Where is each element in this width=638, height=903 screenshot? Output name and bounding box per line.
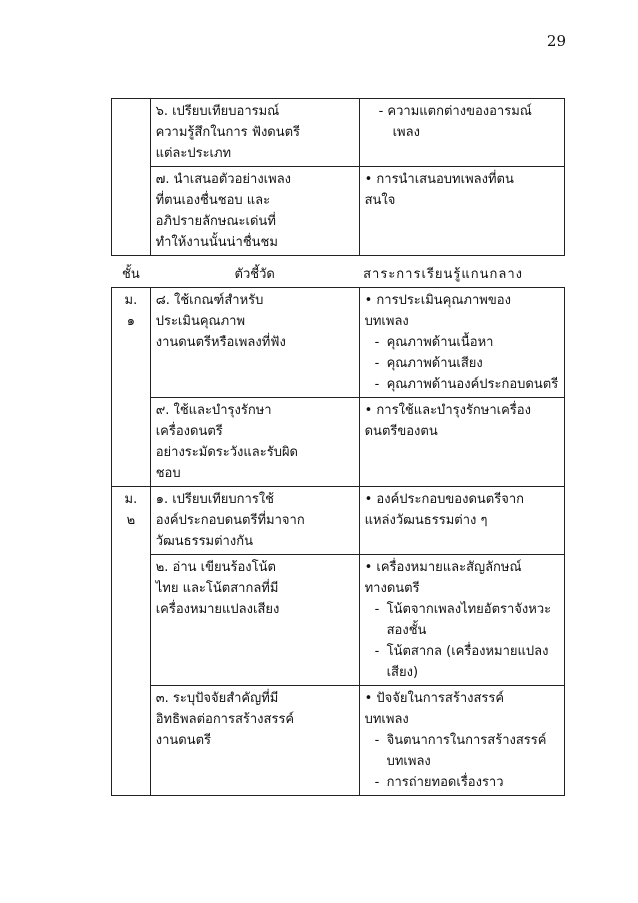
table-row — [112, 686, 565, 796]
table-row — [112, 99, 565, 167]
core-sub-text: การถ่ายทอดเรื่องราว — [386, 775, 504, 790]
core-sub-item: - คุณภาพด้านองค์ประกอบดนตรี — [374, 377, 559, 392]
table-row — [112, 288, 565, 398]
indicator-text: ๒. อ่าน เขียนร้องโน้ต ไทย และโน้ตสากลที่มี เครื่องหมายแปลงเสียง — [155, 560, 280, 617]
grade-label: ม. ๑ — [124, 293, 138, 329]
core-sub-item: - โน้ตสากล (เครื่องหมายแปลงเสียง) — [374, 644, 549, 680]
indicator-text: ๓. ระบุปัจจัยสำคัญที่มี อิทธิพลต่อการสร้างสรรค์ งานดนตรี — [155, 691, 295, 748]
indicator-table — [111, 262, 565, 796]
grade-cell — [112, 288, 151, 487]
core-sub-item: - การถ่ายทอดเรื่องราว — [374, 775, 504, 790]
header-indicator: ตัวชี้วัด — [150, 262, 359, 288]
grade-cell — [112, 487, 151, 796]
page-number: 29 — [546, 32, 566, 50]
indicator-cell — [150, 686, 359, 796]
indicator-cell — [150, 487, 359, 555]
indicator-cell — [150, 555, 359, 686]
indicator-text: ๘. ใช้เกณฑ์สำหรับ ประเมินคุณภาพ งานดนตรีหรือเพลงที่ฟัง — [155, 293, 286, 350]
indicator-cell — [150, 167, 359, 256]
header-core-content: สาระการเรียนรู้แกนกลาง — [359, 262, 564, 288]
core-bullet-text: • ปัจจัยในการสร้างสรรค์ บทเพลง — [364, 691, 505, 727]
core-sub-item: - ความแตกต่างของอารมณ์เพลง — [378, 104, 532, 140]
table-row — [112, 487, 565, 555]
header-row — [112, 262, 565, 288]
indicator-cell — [150, 288, 359, 398]
indicator-text: ๑. เปรียบเทียบการใช้ องค์ประกอบดนตรีที่มาจาก วัฒนธรรมต่างกัน — [155, 492, 305, 549]
indicator-cell — [150, 99, 359, 167]
continued-table — [111, 98, 565, 256]
table-row — [112, 398, 565, 487]
core-content-cell — [359, 487, 564, 555]
core-sub-text: โน้ตจากเพลงไทยอัตราจังหวะสองชั้น — [386, 602, 552, 638]
core-content-cell — [359, 398, 564, 487]
core-bullet-text: • การประเมินคุณภาพของ บทเพลง — [364, 293, 511, 329]
core-content-cell — [359, 686, 564, 796]
core-content-cell — [359, 99, 564, 167]
core-sub-item: - โน้ตจากเพลงไทยอัตราจังหวะสองชั้น — [374, 602, 552, 638]
core-bullet-text: • เครื่องหมายและสัญลักษณ์ ทางดนตรี — [364, 560, 522, 596]
indicator-cell — [150, 398, 359, 487]
core-sub-text: โน้ตสากล (เครื่องหมายแปลงเสียง) — [386, 644, 549, 680]
core-sub-text: คุณภาพด้านเสียง — [386, 356, 483, 371]
grade-cell-empty — [112, 99, 151, 256]
core-content-cell — [359, 167, 564, 256]
core-sub-text: คุณภาพด้านองค์ประกอบดนตรี — [386, 377, 559, 392]
table-row — [112, 555, 565, 686]
core-content-cell — [359, 288, 564, 398]
table-row — [112, 167, 565, 256]
indicator-text: ๙. ใช้และบำรุงรักษา เครื่องดนตรี อย่างระมัดระวังและรับผิด ชอบ — [155, 403, 299, 481]
core-sub-text: คุณภาพด้านเนื้อหา — [386, 335, 494, 350]
core-sub-text: จินตนาการในการสร้างสรรค์บทเพลง — [386, 733, 547, 769]
core-bullet-text: • การใช้และบำรุงรักษาเครื่อง ดนตรีของตน — [364, 403, 531, 439]
header-grade: ชั้น — [112, 262, 151, 288]
core-content-cell — [359, 555, 564, 686]
indicator-text: ๗. นำเสนอตัวอย่างเพลง ที่ตนเองชื่นชอบ และ อภิปรายลักษณะเด่นที่ ทำให้งานนั้นน่าชื่นชม — [155, 172, 292, 250]
indicator-text: ๖. เปรียบเทียบอารมณ์ ความรู้สึกในการ ฟังดนตรี แต่ละประเภท — [155, 104, 301, 161]
core-sub-item: - คุณภาพด้านเนื้อหา — [374, 335, 494, 350]
core-sub-item: - จินตนาการในการสร้างสรรค์บทเพลง — [374, 733, 547, 769]
grade-label: ม. ๒ — [124, 492, 138, 528]
core-bullet-text: • องค์ประกอบของดนตรีจาก แหล่งวัฒนธรรมต่าง ๆ — [364, 492, 524, 528]
core-sub-item: - คุณภาพด้านเสียง — [374, 356, 483, 371]
core-sub-text: ความแตกต่างของอารมณ์เพลง — [387, 104, 532, 140]
core-bullet-text: • การนำเสนอบทเพลงที่ตน สนใจ — [364, 172, 514, 208]
